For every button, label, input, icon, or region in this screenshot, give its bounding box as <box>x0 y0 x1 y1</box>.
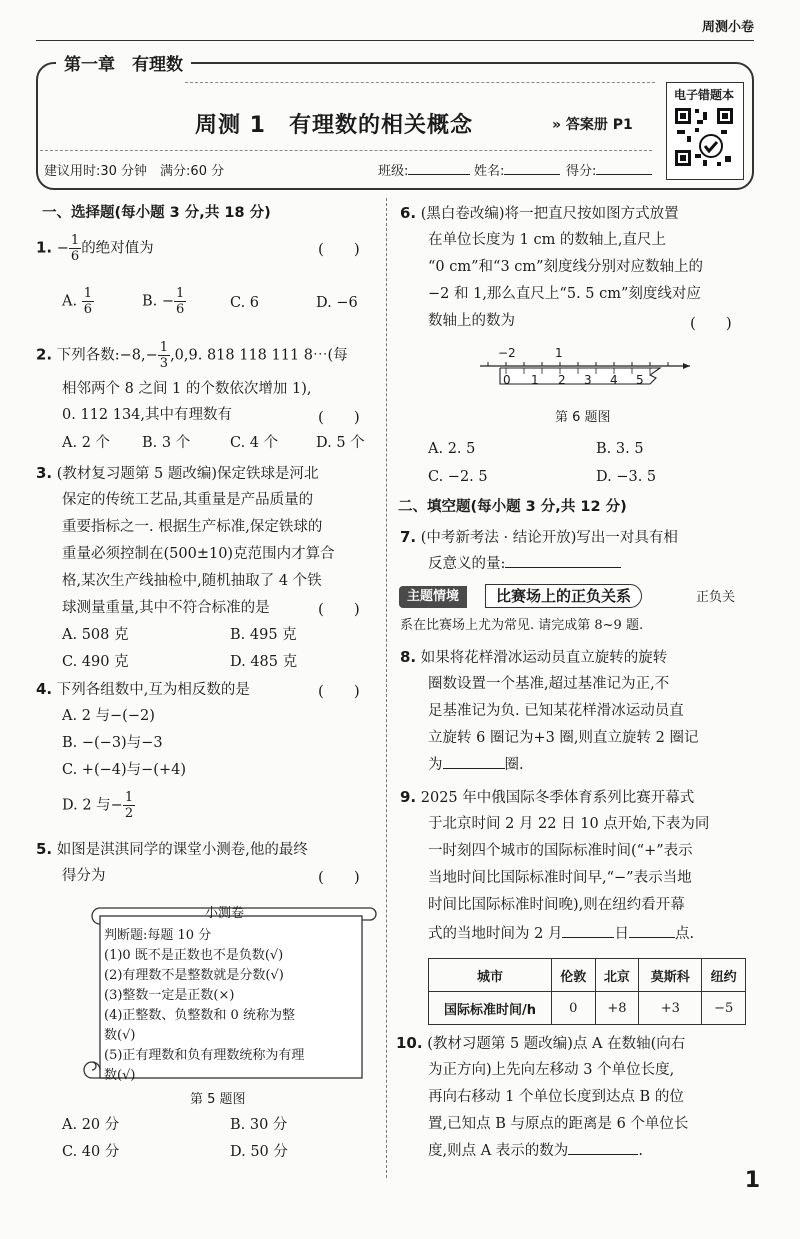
q4-d-den: 2 <box>124 806 134 821</box>
q10-answer-blank[interactable] <box>568 1154 638 1155</box>
q4-option-a[interactable]: A. 2 与−(−2) <box>62 708 155 724</box>
q1-option-a[interactable] <box>62 286 94 317</box>
q1-a-frac <box>82 286 94 317</box>
q3-line4: 重量必须控制在(500±10)克范围内才算合 <box>62 546 335 562</box>
name-field <box>474 160 560 179</box>
q2-line1 <box>36 340 348 371</box>
topic-line2: 系在比赛场上尤为常见. 请完成第 8~9 题. <box>400 618 644 633</box>
q1-stem <box>36 233 154 264</box>
q9-line6 <box>428 921 694 947</box>
q10-text5-end: . <box>638 1143 643 1159</box>
q9-text1: 2025 年中俄国际冬季体育系列比赛开幕式 <box>420 790 695 806</box>
q9-line5: 时间比国际标准时间晚),则在纽约看开幕 <box>428 897 685 913</box>
q2-option-c[interactable]: C. 4 个 <box>230 435 279 451</box>
q4-d-label: D. 2 与− <box>62 797 123 814</box>
double-chevron-icon: » <box>552 117 566 133</box>
q2-number: 2. <box>36 345 53 364</box>
q9-line4: 当地时间比国际标准时间早,“−”表示当地 <box>428 870 692 886</box>
ruler-label-0: 0 <box>503 373 511 387</box>
q6-line3: “0 cm”和“3 cm”刻度线分别对应数轴上的 <box>428 259 704 275</box>
q5-option-b[interactable]: B. 30 分 <box>230 1117 288 1133</box>
q1-number: 1. <box>36 238 53 257</box>
q5-answer-paren[interactable]: ( ) <box>318 868 360 886</box>
q10-line2: 为正方向)上先向左移动 3 个单位长度, <box>428 1062 675 1078</box>
class-blank[interactable] <box>408 174 470 175</box>
q2-fraction <box>158 340 170 371</box>
table-row <box>429 992 746 1025</box>
q3-line3: 重要指标之一. 根据生产标准,保定铁球的 <box>62 519 323 535</box>
q10-line5 <box>428 1138 643 1164</box>
suggested-time: 建议用时:30 分钟 满分:60 分 <box>44 164 225 179</box>
q1-option-d[interactable]: D. −6 <box>316 295 358 311</box>
table-cell: −5 <box>702 992 746 1025</box>
class-label: 班级: <box>378 164 409 179</box>
table-cell: +3 <box>639 992 702 1025</box>
q4-answer-paren[interactable]: ( ) <box>318 682 360 700</box>
table-header-row <box>429 959 746 992</box>
q1-b-num: 1 <box>176 286 185 301</box>
q3-option-d[interactable]: D. 485 克 <box>230 654 298 670</box>
quiz-item-4a: (4)正整数、负整数和 0 统称为整 <box>104 1008 295 1023</box>
q2-frac-den: 3 <box>159 356 169 371</box>
q7-text2: 反意义的量: <box>428 556 506 572</box>
q1-frac-den: 6 <box>70 249 80 264</box>
q7-text1: (中考新考法 · 结论开放)写出一对具有相 <box>420 530 678 546</box>
q4-d-num: 1 <box>124 790 134 805</box>
q6-line4: −2 和 1,那么直尺上“5. 5 cm”刻度线对应 <box>428 286 701 302</box>
q6-caption: 第 6 题图 <box>555 410 611 425</box>
section1-title: 一、选择题(每小题 3 分,共 18 分) <box>42 205 271 221</box>
q7-line1 <box>400 524 678 551</box>
q8-text5b: 圈. <box>504 757 524 773</box>
q1-a-label: A. <box>62 293 78 310</box>
q9-text6c: 点. <box>674 926 695 942</box>
topic-title: 比赛场上的正负关系 <box>485 584 642 608</box>
q1-fraction <box>69 233 81 264</box>
q6-option-c[interactable]: C. −2. 5 <box>428 469 488 485</box>
q10-line1 <box>396 1030 685 1057</box>
q3-option-b[interactable]: B. 495 克 <box>230 627 297 643</box>
q9-line2: 于北京时间 2 月 22 日 10 点开始,下表为同 <box>428 816 710 832</box>
q6-line1 <box>400 200 679 227</box>
q8-line3: 足基准记为负. 已知某花样滑冰运动员直 <box>428 703 684 719</box>
q5-option-d[interactable]: D. 50 分 <box>230 1144 288 1160</box>
q5-line1 <box>36 836 308 863</box>
q2-frac-num: 1 <box>159 340 169 355</box>
q3-line2: 保定的传统工艺品,其重量是产品质量的 <box>62 492 314 508</box>
q6-answer-paren[interactable]: ( ) <box>690 314 732 332</box>
q9-text6a: 式的当地时间为 2 月 <box>428 926 563 942</box>
week-title: 周测 1 有理数的相关概念 <box>195 113 473 138</box>
meta-divider <box>40 150 652 151</box>
column-divider <box>386 198 387 1178</box>
class-field <box>378 160 470 179</box>
quiz-body <box>104 926 304 1086</box>
q5-option-c[interactable]: C. 40 分 <box>62 1144 120 1160</box>
q2-text-a: 下列各数:−8,− <box>56 347 158 364</box>
q3-option-c[interactable]: C. 490 克 <box>62 654 129 670</box>
header-divider <box>185 82 655 83</box>
score-field <box>566 160 652 179</box>
q2-line3: 0. 112 134,其中有理数有 <box>62 407 233 423</box>
q1-option-c[interactable]: C. 6 <box>230 295 260 311</box>
qr-code-icon[interactable] <box>673 106 735 168</box>
q1-answer-paren[interactable]: ( ) <box>318 240 360 258</box>
q2-text-b: ,0,9. 818 118 111 8⋯(每 <box>170 347 348 364</box>
q6-option-a[interactable]: A. 2. 5 <box>428 441 476 457</box>
q3-line1 <box>36 460 319 487</box>
quiz-intro: 判断题:每题 10 分 <box>104 928 212 943</box>
page-number: 1 <box>744 1168 760 1193</box>
q1-a-num: 1 <box>83 286 92 301</box>
q9-hour-blank[interactable] <box>629 937 675 938</box>
q1-a-den: 6 <box>83 302 92 317</box>
q4-number: 4. <box>36 680 53 698</box>
q1-b-frac <box>174 286 186 317</box>
ruler-label-4: 4 <box>610 373 618 387</box>
quiz-item-5b: 数(√) <box>104 1068 136 1083</box>
q8-line5 <box>428 752 524 778</box>
q5-text1: 如图是淇淇同学的课堂小测卷,他的最终 <box>56 842 308 858</box>
table-header-cell: 北京 <box>595 959 639 992</box>
q1-b-label: B. − <box>142 293 175 310</box>
q8-line4: 立旋转 6 圈记为+3 圈,则直立旋转 2 圈记 <box>428 730 699 746</box>
q10-line3: 再向右移动 1 个单位长度到达点 B 的位 <box>428 1089 684 1105</box>
q3-line6: 球测量重量,其中不符合标准的是 <box>62 600 270 616</box>
q8-line2: 圈数设置一个基准,超过基准记为正,不 <box>428 676 670 692</box>
topic-tag: 主题情境 <box>399 586 467 608</box>
q4-text: 下列各组数中,互为相反数的是 <box>56 682 250 698</box>
table-header-cell: 莫斯科 <box>639 959 702 992</box>
q1-neg-sign: − <box>56 240 69 257</box>
table-cell: +8 <box>595 992 639 1025</box>
q1-option-b[interactable] <box>142 286 186 317</box>
table-row-label: 国际标准时间/h <box>429 992 552 1025</box>
q6-line5: 数轴上的数为 <box>428 313 515 329</box>
ruler-label-5: 5 <box>636 373 644 387</box>
q8-line1 <box>400 644 667 671</box>
q8-answer-blank[interactable] <box>443 768 505 769</box>
axis-label-1: 1 <box>555 346 563 360</box>
q4-option-c[interactable]: C. +(−4)与−(+4) <box>62 762 186 778</box>
q6-text1: (黑白卷改编)将一把直尺按如图方式放置 <box>420 206 679 222</box>
q4-d-frac <box>123 790 135 821</box>
q5-line2: 得分为 <box>62 868 106 884</box>
q3-text1: (教材复习题第 5 题改编)保定铁球是河北 <box>56 466 319 482</box>
q2-option-b[interactable]: B. 3 个 <box>142 435 191 451</box>
q6-line2: 在单位长度为 1 cm 的数轴上,直尺上 <box>428 232 667 248</box>
ruler-label-1: 1 <box>531 373 539 387</box>
q3-answer-paren[interactable]: ( ) <box>318 600 360 618</box>
q4-option-b[interactable]: B. −(−3)与−3 <box>62 735 163 751</box>
answer-ref <box>552 114 633 134</box>
q5-number: 5. <box>36 840 53 858</box>
score-label: 得分: <box>566 164 597 179</box>
quiz-item-2: (2)有理数不是整数就是分数(√) <box>104 968 284 983</box>
q10-text1: (教材习题第 5 题改编)点 A 在数轴(向右 <box>427 1036 686 1052</box>
q6-option-b[interactable]: B. 3. 5 <box>596 441 644 457</box>
q7-answer-blank[interactable] <box>505 567 621 568</box>
table-header-cell: 伦敦 <box>552 959 596 992</box>
q9-text6b: 日 <box>614 926 629 942</box>
series-label: 周测小卷 <box>701 20 754 35</box>
q6-option-d[interactable]: D. −3. 5 <box>596 469 657 485</box>
q1-text: 的绝对值为 <box>81 240 154 257</box>
q1-b-den: 6 <box>176 302 185 317</box>
q9-line3: 一时刻四个城市的国际标准时间(“+”表示 <box>428 843 693 859</box>
quiz-item-3: (3)整数一定是正数(×) <box>104 988 235 1003</box>
q2-option-d[interactable]: D. 5 个 <box>316 435 365 451</box>
name-label: 姓名: <box>474 164 505 179</box>
q8-text1: 如果将花样滑冰运动员直立旋转的旋转 <box>420 650 668 666</box>
topic-tail: 正负关 <box>696 590 736 605</box>
table-cell: 0 <box>552 992 596 1025</box>
section2-title: 二、填空题(每小题 3 分,共 12 分) <box>398 499 627 515</box>
chapter-title: 第一章 有理数 <box>56 50 191 75</box>
q3-option-a[interactable]: A. 508 克 <box>62 627 129 643</box>
table-header-cell: 纽约 <box>702 959 746 992</box>
axis-label-neg2: −2 <box>498 346 516 360</box>
q9-line1 <box>400 784 694 811</box>
q4-option-d[interactable] <box>62 790 135 821</box>
error-book-label: 电子错题本 <box>673 88 734 102</box>
table-header-cell: 城市 <box>429 959 552 992</box>
quiz-item-1: (1)0 既不是正数也不是负数(√) <box>104 948 284 963</box>
q5-caption: 第 5 题图 <box>190 1092 246 1107</box>
quiz-item-5a: (5)正有理数和负有理数统称为有理 <box>104 1048 305 1063</box>
q8-number: 8. <box>400 648 417 666</box>
q2-line2: 相邻两个 8 之间 1 的个数依次增加 1), <box>62 381 312 397</box>
q10-number: 10. <box>396 1034 423 1052</box>
q7-number: 7. <box>400 528 417 546</box>
quiz-item-4b: 数(√) <box>104 1028 136 1043</box>
q2-answer-paren[interactable]: ( ) <box>318 408 360 426</box>
q3-number: 3. <box>36 464 53 482</box>
q4-stem <box>36 676 250 703</box>
q3-line5: 格,某次生产线抽检中,随机抽取了 4 个铁 <box>62 573 322 589</box>
answer-ref-text: 答案册 P1 <box>565 117 633 133</box>
q9-number: 9. <box>400 788 417 806</box>
score-blank[interactable] <box>596 174 652 175</box>
ruler-label-3: 3 <box>584 373 592 387</box>
ruler-label-2: 2 <box>558 373 566 387</box>
q9-day-blank[interactable] <box>562 937 614 938</box>
q6-number: 6. <box>400 204 417 222</box>
q10-text5: 度,则点 A 表示的数为 <box>428 1143 569 1159</box>
q2-option-a[interactable]: A. 2 个 <box>62 435 111 451</box>
timezone-table <box>428 958 746 1025</box>
quiz-title: 小测卷 <box>204 906 244 921</box>
name-blank[interactable] <box>504 174 560 175</box>
q10-line4: 置,已知点 B 与原点的距离是 6 个单位长 <box>428 1116 689 1132</box>
top-rule <box>36 40 754 41</box>
q8-text5a: 为 <box>428 757 443 773</box>
q5-option-a[interactable]: A. 20 分 <box>62 1117 120 1133</box>
q7-line2 <box>428 551 621 577</box>
q1-frac-num: 1 <box>70 233 80 248</box>
